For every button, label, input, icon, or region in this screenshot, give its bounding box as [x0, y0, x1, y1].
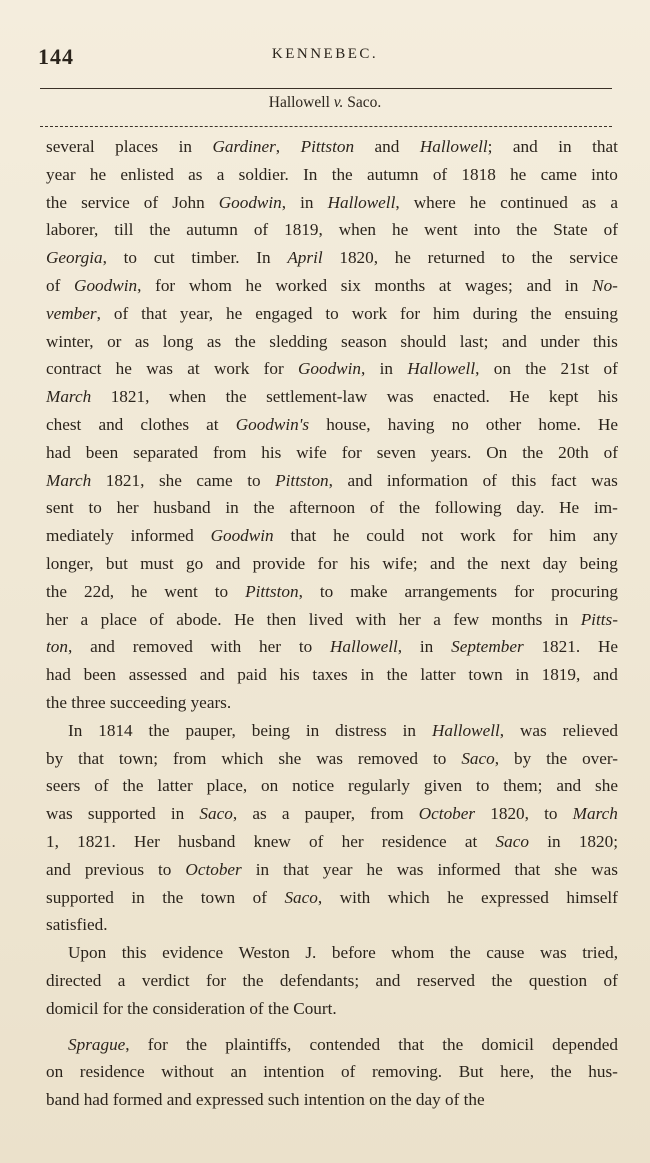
text-line: her a place of abode. He then lived with her a few months in Pitts-	[46, 609, 618, 629]
text-line: on residence without an intention of removing. But here, the hus-	[46, 1062, 618, 1082]
text-line: the service of John Goodwin, in Hallowell, where he continued as a	[46, 192, 618, 212]
header-divider	[40, 126, 612, 127]
text-line: of Goodwin, for whom he worked six months at wages; and in No-	[46, 275, 618, 295]
text-line: Sprague, for the plaintiffs, contended that the domicil depended	[68, 1034, 618, 1054]
text-line: several places in Gardiner, Pittston and Hallowell; and in that	[46, 137, 618, 156]
text-line: In 1814 the pauper, being in distress in Hallowell, was relieved	[68, 720, 618, 740]
text-line: laborer, till the autumn of 1819, when he went into the State of	[46, 220, 618, 240]
page-number: 144	[38, 44, 74, 69]
text-line: March 1821, she came to Pittston, and information of this fact was	[46, 470, 618, 490]
text-line: 1, 1821. Her husband knew of her residence at Saco in 1820;	[46, 831, 618, 851]
text-line: Georgia, to cut timber. In April 1820, he returned to the service	[46, 248, 618, 268]
header-rule	[40, 88, 612, 89]
text-line: satisfied.	[46, 915, 108, 935]
text-line: the three succeeding years.	[46, 692, 232, 712]
case-title: Hallowell v. Saco.	[268, 94, 382, 111]
text-line: was supported in Saco, as a pauper, from October 1820, to March	[46, 804, 618, 824]
text-line: band had formed and expressed such intention on the day of the	[46, 1090, 485, 1110]
text-line: chest and clothes at Goodwin's house, having no other home. He	[46, 414, 618, 434]
text-line: supported in the town of Saco, with which he expressed himself	[46, 887, 618, 907]
text-line: directed a verdict for the defendants; and reserved the question of	[46, 970, 618, 990]
text-line: the 22d, he went to Pittston, to make arrangements for procuring	[46, 581, 618, 601]
page-body	[46, 133, 618, 1114]
text-line: had been assessed and paid his taxes in the latter town in 1819, and	[46, 665, 618, 685]
text-line: had been separated from his wife for seven years. On the 20th of	[46, 442, 618, 462]
text-line: domicil for the consideration of the Court.	[46, 998, 337, 1018]
text-line: March 1821, when the settlement-law was enacted. He kept his	[46, 387, 618, 407]
text-line: Upon this evidence Weston J. before whom the cause was tried,	[68, 943, 618, 963]
text-line: winter, or as long as the sledding season should last; and under this	[46, 331, 618, 351]
text-line: mediately informed Goodwin that he could not work for him any	[46, 526, 618, 546]
text-line: and previous to October in that year he was informed that she was	[46, 859, 618, 879]
text-line: longer, but must go and provide for his wife; and the next day being	[46, 553, 618, 573]
text-line: ton, and removed with her to Hallowell, in September 1821. He	[46, 637, 618, 657]
paragraph-gap	[46, 1023, 618, 1031]
text-line: seers of the latter place, on notice regularly given to them; and she	[46, 776, 618, 796]
running-head: KENNEBEC.	[271, 46, 379, 62]
text-line: year he enlisted as a soldier. In the autumn of 1818 he came into	[46, 164, 618, 184]
text-line: contract he was at work for Goodwin, in Hallowell, on the 21st of	[46, 359, 618, 379]
text-line: vember, of that year, he engaged to work for him during the ensuing	[46, 303, 618, 323]
text-line: by that town; from which she was removed to Saco, by the over-	[46, 748, 618, 768]
text-line: sent to her husband in the afternoon of the following day. He im-	[46, 498, 618, 518]
